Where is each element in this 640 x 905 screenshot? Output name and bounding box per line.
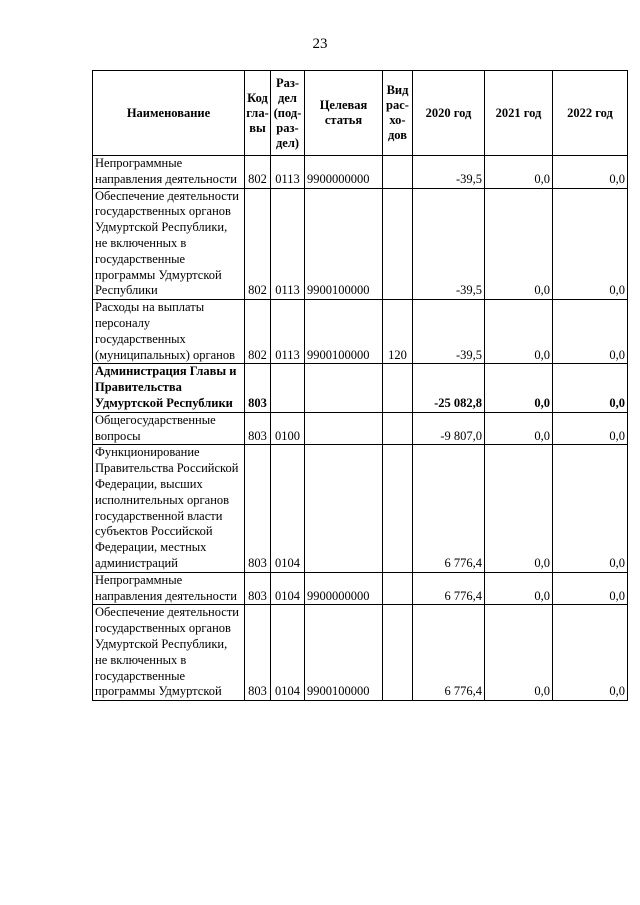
table-row [93,412,628,445]
cell-y2021: 0,0 [485,412,553,445]
cell-y2022: 0,0 [553,364,628,412]
cell-y2021: 0,0 [485,156,553,189]
cell-code: 803 [245,412,271,445]
cell-y2022: 0,0 [553,300,628,364]
header-target: Целевая статья [305,71,383,156]
cell-name: Непрограммные направления деятельности [93,156,245,189]
cell-y2021: 0,0 [485,300,553,364]
cell-code: 803 [245,572,271,605]
cell-expense [383,445,413,572]
cell-y2020: 6 776,4 [413,572,485,605]
cell-name: Непрограммные направления деятельности [93,572,245,605]
cell-target [305,364,383,412]
cell-section: 0113 [271,300,305,364]
cell-y2020: -39,5 [413,188,485,300]
table-row [93,300,628,364]
cell-expense [383,605,413,701]
cell-y2021: 0,0 [485,364,553,412]
cell-section: 0104 [271,445,305,572]
cell-expense [383,188,413,300]
cell-expense: 120 [383,300,413,364]
cell-section: 0113 [271,156,305,189]
header-2022: 2022 год [553,71,628,156]
cell-y2022: 0,0 [553,188,628,300]
table-row [93,364,628,412]
cell-name: Администрация Главы и Правительства Удмуртской Республики [93,364,245,412]
cell-y2020: -39,5 [413,156,485,189]
cell-y2020: -39,5 [413,300,485,364]
cell-y2022: 0,0 [553,412,628,445]
cell-expense [383,572,413,605]
table-row [93,156,628,189]
cell-y2021: 0,0 [485,572,553,605]
table-row [93,605,628,701]
table-header-row [93,71,628,156]
cell-code: 803 [245,364,271,412]
cell-y2020: 6 776,4 [413,605,485,701]
header-code: Код гла-вы [245,71,271,156]
cell-target: 9900100000 [305,605,383,701]
cell-name: Расходы на выплаты персоналу государственных (муниципальных) органов [93,300,245,364]
cell-expense [383,412,413,445]
cell-expense [383,156,413,189]
cell-code: 802 [245,188,271,300]
cell-name: Обеспечение деятельности государственных органов Удмуртской Республики, не включенных в государственные программы Удмуртской [93,605,245,701]
budget-table [92,70,628,701]
cell-section: 0113 [271,188,305,300]
cell-target: 9900100000 [305,188,383,300]
cell-y2021: 0,0 [485,188,553,300]
cell-y2020: -25 082,8 [413,364,485,412]
page-number: 23 [312,36,328,52]
cell-expense [383,364,413,412]
table-body [93,156,628,701]
cell-name: Обеспечение деятельности государственных органов Удмуртской Республики, не включенных в государственные программы Удмуртской Республики [93,188,245,300]
header-section: Раз-дел (под-раз-дел) [271,71,305,156]
cell-y2020: -9 807,0 [413,412,485,445]
cell-code: 802 [245,156,271,189]
cell-y2020: 6 776,4 [413,445,485,572]
cell-y2022: 0,0 [553,156,628,189]
cell-target: 9900000000 [305,572,383,605]
table-row [93,445,628,572]
cell-code: 802 [245,300,271,364]
cell-section: 0104 [271,572,305,605]
cell-y2022: 0,0 [553,572,628,605]
cell-code: 803 [245,605,271,701]
header-expense: Вид рас-хо-дов [383,71,413,156]
cell-section: 0104 [271,605,305,701]
header-name: Наименование [93,71,245,156]
cell-name: Общегосударственные вопросы [93,412,245,445]
cell-target [305,412,383,445]
header-2020: 2020 год [413,71,485,156]
header-2021: 2021 год [485,71,553,156]
table-row [93,188,628,300]
cell-target: 9900000000 [305,156,383,189]
cell-y2021: 0,0 [485,605,553,701]
cell-target: 9900100000 [305,300,383,364]
table-row [93,572,628,605]
cell-section [271,364,305,412]
cell-y2022: 0,0 [553,605,628,701]
cell-section: 0100 [271,412,305,445]
cell-code: 803 [245,445,271,572]
cell-y2022: 0,0 [553,445,628,572]
cell-y2021: 0,0 [485,445,553,572]
cell-name: Функционирование Правительства Российской Федерации, высших исполнительных органов государственной власти субъектов Российской Федерации, местных администраций [93,445,245,572]
cell-target [305,445,383,572]
